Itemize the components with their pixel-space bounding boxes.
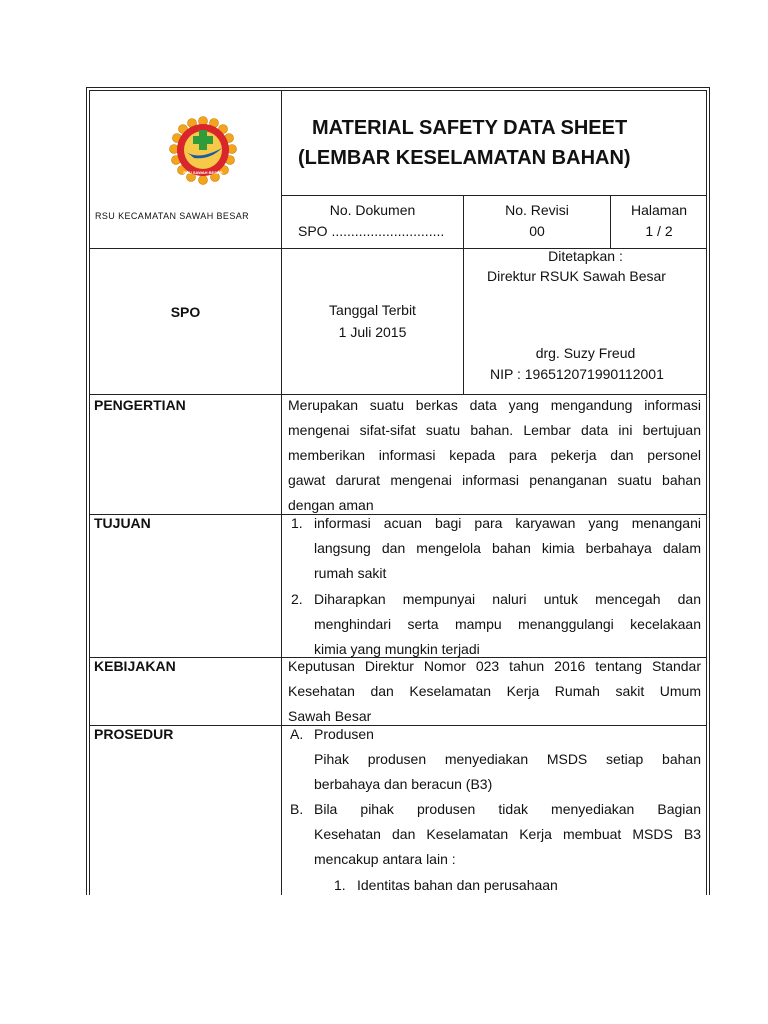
no-revisi-value: 00 (529, 223, 545, 239)
kebijakan-label: KEBIJAKAN (94, 658, 176, 674)
title-line-2: (LEMBAR KESELAMATAN BAHAN) (298, 147, 631, 169)
tujuan-line: informasi acuan bagi para karyawan yang menangani (314, 515, 701, 531)
no-dokumen-value: SPO ............................. (298, 223, 445, 239)
tujuan-line: Diharapkan mempunyai naluri untuk mencegah dan (314, 591, 701, 607)
prosedur-line: berbahaya dan beracun (B3) (314, 776, 493, 792)
tujuan-line: rumah sakit (314, 565, 387, 581)
tujuan-line: langsung dan mengelola bahan kimia berbahaya dalam (314, 540, 701, 556)
pengertian-label: PENGERTIAN (94, 397, 186, 413)
no-dokumen-label: No. Dokumen (329, 202, 416, 218)
tanggal-terbit-value: 1 Juli 2015 (338, 324, 407, 340)
tujuan-item-1-number: 1. (291, 515, 303, 531)
hospital-name: RSU KECAMATAN SAWAH BESAR (95, 211, 250, 221)
pengertian-line: gawat darurat mengenai informasi penanganan suatu bahan (288, 472, 701, 488)
signer-nip: NIP : 196512071990112001 (490, 366, 664, 382)
direktur-title: Direktur RSUK Sawah Besar (487, 268, 666, 284)
border-right (709, 87, 710, 895)
halaman-value: 1 / 2 (645, 223, 673, 239)
tujuan-label: TUJUAN (94, 515, 151, 531)
tujuan-item-1 (314, 511, 701, 586)
prosedur-b-text (314, 797, 701, 872)
tanggal-terbit-label: Tanggal Terbit (329, 302, 416, 318)
logo-caption: RSU SAWAH BESAR (183, 170, 223, 175)
no-revisi-label: No. Revisi (505, 202, 569, 218)
prosedur-a-title: Produsen (314, 726, 374, 742)
border-left (86, 87, 87, 895)
title-line-1: MATERIAL SAFETY DATA SHEET (312, 117, 628, 139)
kebijakan-line: Kesehatan dan Keselamatan Kerja Rumah sakit Umum (288, 683, 701, 699)
pengertian-line: Merupakan suatu berkas data yang mengandung informasi (288, 397, 701, 413)
kebijakan-line: Keputusan Direktur Nomor 023 tahun 2016 tentang Standar (288, 658, 701, 674)
prosedur-a-text (314, 747, 701, 797)
prosedur-line: Pihak produsen menyediakan MSDS setiap bahan (314, 751, 701, 767)
halaman-label: Halaman (630, 202, 688, 218)
prosedur-line: Bila pihak produsen tidak menyediakan Bagian (314, 801, 701, 817)
ditetapkan-label: Ditetapkan : (548, 248, 623, 264)
kebijakan-line: Sawah Besar (288, 708, 372, 724)
pengertian-text (288, 393, 701, 518)
tujuan-line: menghindari serta mampu menanggulangi kecelakaan (314, 616, 701, 632)
tujuan-line: kimia yang mungkin terjadi (314, 641, 480, 657)
prosedur-a-marker: A. (290, 726, 304, 742)
kebijakan-text (288, 654, 701, 729)
prosedur-sub-number: 1. (334, 877, 346, 893)
border-top-inner (89, 90, 707, 91)
prosedur-line: Kesehatan dan Keselamatan Kerja membuat MSDS B3 (314, 826, 701, 842)
prosedur-label: PROSEDUR (94, 726, 174, 742)
tujuan-item-2 (314, 587, 701, 662)
border-left-inner (89, 90, 90, 895)
border-top (86, 87, 710, 88)
pengertian-line: memberikan informasi kepada para pekerja dan personel (288, 447, 701, 463)
tujuan-item-2-number: 2. (291, 591, 303, 607)
pengertian-line: mengenai sifat-sifat suatu bahan. Lembar data ini bertujuan (288, 422, 701, 438)
pengertian-line: dengan aman (288, 497, 374, 513)
hospital-logo (166, 116, 240, 186)
rule-title-bottom (281, 195, 707, 196)
signer-name: drg. Suzy Freud (535, 345, 636, 361)
prosedur-sub-text: Identitas bahan dan perusahaan (357, 877, 558, 893)
prosedur-b-marker: B. (290, 801, 304, 817)
prosedur-line: mencakup antara lain : (314, 851, 456, 867)
spo-label: SPO (170, 304, 201, 320)
